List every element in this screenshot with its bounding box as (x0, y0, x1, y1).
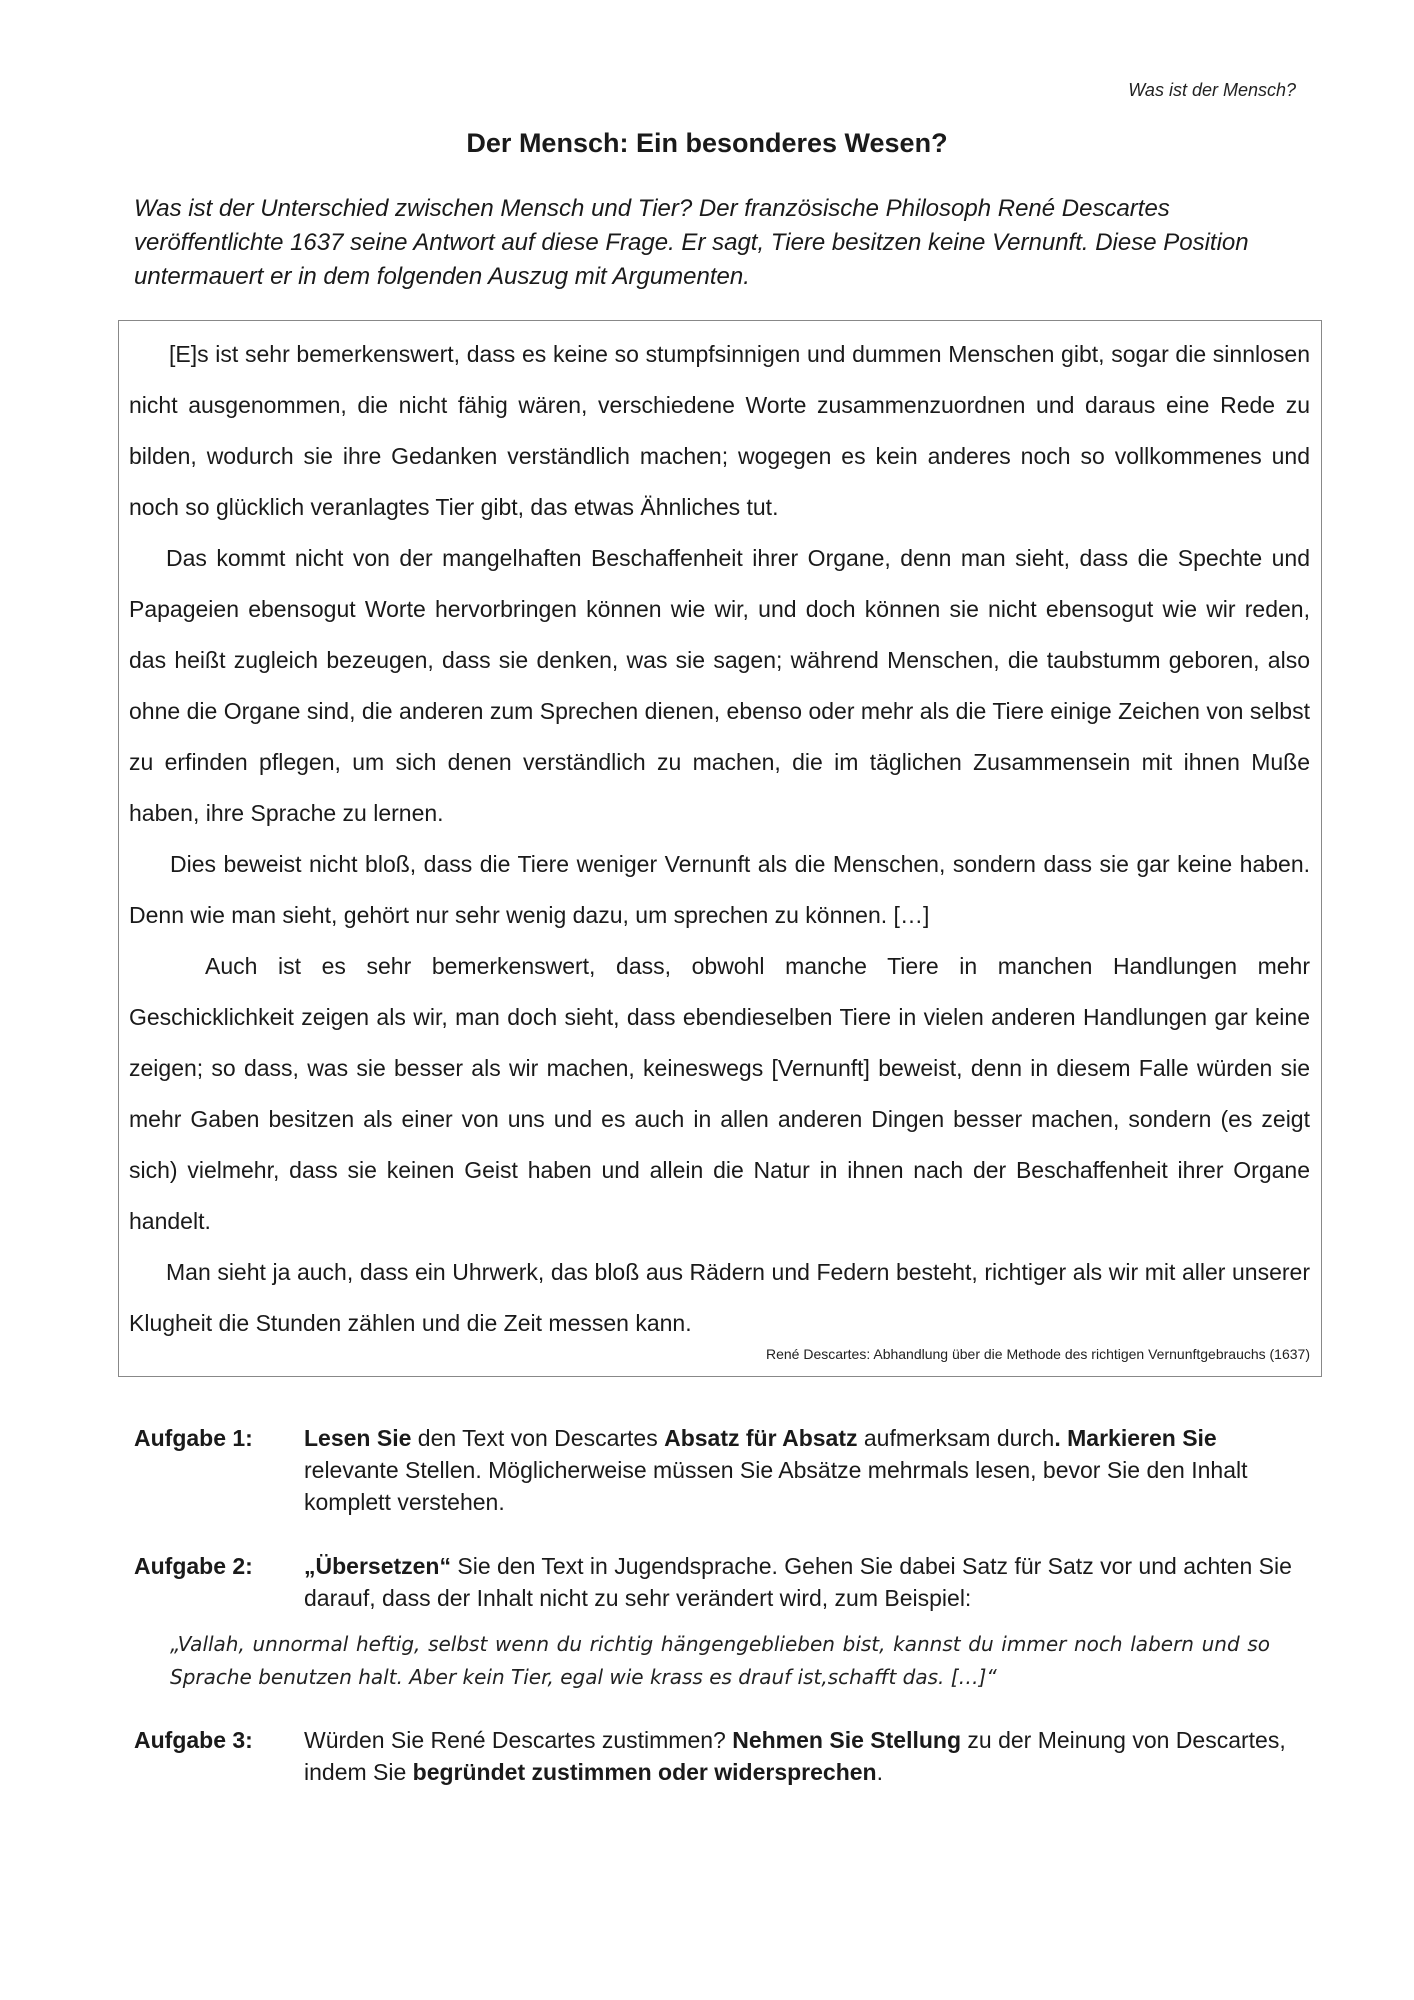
task-list (134, 1422, 1314, 1788)
task-emphasis: begründet zustimmen oder widersprechen (412, 1759, 877, 1785)
quote-paragraph-2: Das kommt nicht von der mangelhaften Beschaffenheit ihrer Organe, denn man sieht, dass die Spechte und Papageien ebensogut Worte hervorbringen können wie wir, und doch können sie nicht ebensogut wie wir reden, das heißt zugleich bezeugen, dass sie denken, was sie sagen; während Menschen, die taubstumm geboren, also ohne die Organe sind, die anderen zum Sprechen dienen, ebenso oder mehr als die Tiere einige Zeichen von selbst zu erfinden pflegen, um sich denen verständlich zu machen, die im täglichen Zusammensein mit ihnen Muße haben, ihre Sprache zu lernen. (129, 545, 1310, 826)
page-title: Der Mensch: Ein besonderes Wesen? (466, 128, 948, 158)
running-header: Was ist der Mensch? (1128, 80, 1296, 100)
task-text (304, 1724, 1314, 1788)
quote-paragraph-3: Dies beweist nicht bloß, dass die Tiere weniger Vernunft als die Menschen, sondern dass sie gar keine haben. Denn wie man sieht, gehört nur sehr wenig dazu, um sprechen zu können. […] (129, 851, 1310, 928)
task-emphasis: Lesen Sie (304, 1425, 412, 1451)
task-2 (134, 1550, 1314, 1614)
task-run: Sie den Text in Jugendsprache. Gehen Sie dabei Satz für Satz vor und achten Sie darauf, dass der Inhalt nicht zu sehr verändert wird, zum Beispiel: (304, 1553, 1292, 1611)
task-label: Aufgabe 2: (134, 1553, 253, 1579)
task-text (304, 1422, 1314, 1518)
quote-paragraph-1: [E]s ist sehr bemerkenswert, dass es keine so stumpfsinnigen und dummen Menschen gibt, sogar die sinnlosen nicht ausgenommen, die nicht fähig wären, verschiedene Worte zusammenzuordnen und daraus eine Rede zu bilden, wodurch sie ihre Gedanken verständlich machen; wogegen es kein anderes noch so vollkommenes und noch so glücklich veranlagtes Tier gibt, das etwas Ähnliches tut. (129, 341, 1310, 520)
task-run: Würden Sie René Descartes zustimmen? (304, 1727, 733, 1753)
task-run: . (876, 1759, 883, 1785)
quote-box (118, 320, 1322, 1377)
task-run: den Text von Descartes (411, 1425, 665, 1451)
quote-paragraph-5: Man sieht ja auch, dass ein Uhrwerk, das bloß aus Rädern und Federn besteht, richtiger als wir mit aller unserer Klugheit die Stunden zählen und die Zeit messen kann. (129, 1259, 1310, 1336)
intro-text: Was ist der Unterschied zwischen Mensch und Tier? Der französische Philosoph René Descartes veröffentlichte 1637 seine Antwort auf diese Frage. Er sagt, Tiere besitzen keine Vernunft. Diese Position untermauert er in dem folgenden Auszug mit Argumenten. (134, 195, 1249, 290)
task-text (304, 1550, 1314, 1614)
task-emphasis: . Markieren Sie (1054, 1425, 1217, 1451)
task-run: aufmerksam durch (857, 1425, 1055, 1451)
task-label: Aufgabe 3: (134, 1727, 253, 1753)
task-emphasis: Nehmen Sie Stellung (732, 1727, 961, 1753)
youth-language-example: „Vallah, unnormal heftig, selbst wenn du richtig hängengeblieben bist, kannst du immer noch labern und so Sprache benutzen halt. Aber kein Tier, egal wie krass es drauf ist,schafft das. […]“ (170, 1632, 1270, 1689)
task-3 (134, 1724, 1314, 1788)
task-run: relevante Stellen. Möglicherweise müssen Sie Absätze mehrmals lesen, bevor Sie den Inhalt komplett verstehen. (304, 1457, 1248, 1515)
quote-paragraph-4: Auch ist es sehr bemerkenswert, dass, obwohl manche Tiere in manchen Handlungen mehr Geschicklichkeit zeigen als wir, man doch sieht, dass ebendieselben Tiere in vielen anderen Handlungen gar keine zeigen; so dass, was sie besser als wir machen, keineswegs [Vernunft] beweist, denn in diesem Falle würden sie mehr Gaben besitzen als einer von uns und es auch in allen anderen Dingen besser machen, sondern (es zeigt sich) vielmehr, dass sie keinen Geist haben und allein die Natur in ihnen nach der Beschaffenheit ihrer Organe handelt. (129, 953, 1310, 1234)
quote-source: René Descartes: Abhandlung über die Methode des richtigen Vernunftgebrauchs (1637) (765, 1346, 1310, 1362)
task-emphasis: Absatz für Absatz (664, 1425, 858, 1451)
task-label: Aufgabe 1: (134, 1425, 253, 1451)
task-1 (134, 1422, 1314, 1518)
task-run: zu der Meinung von Descartes, indem Sie (304, 1727, 1286, 1785)
task-emphasis: „Übersetzen“ (304, 1553, 451, 1579)
